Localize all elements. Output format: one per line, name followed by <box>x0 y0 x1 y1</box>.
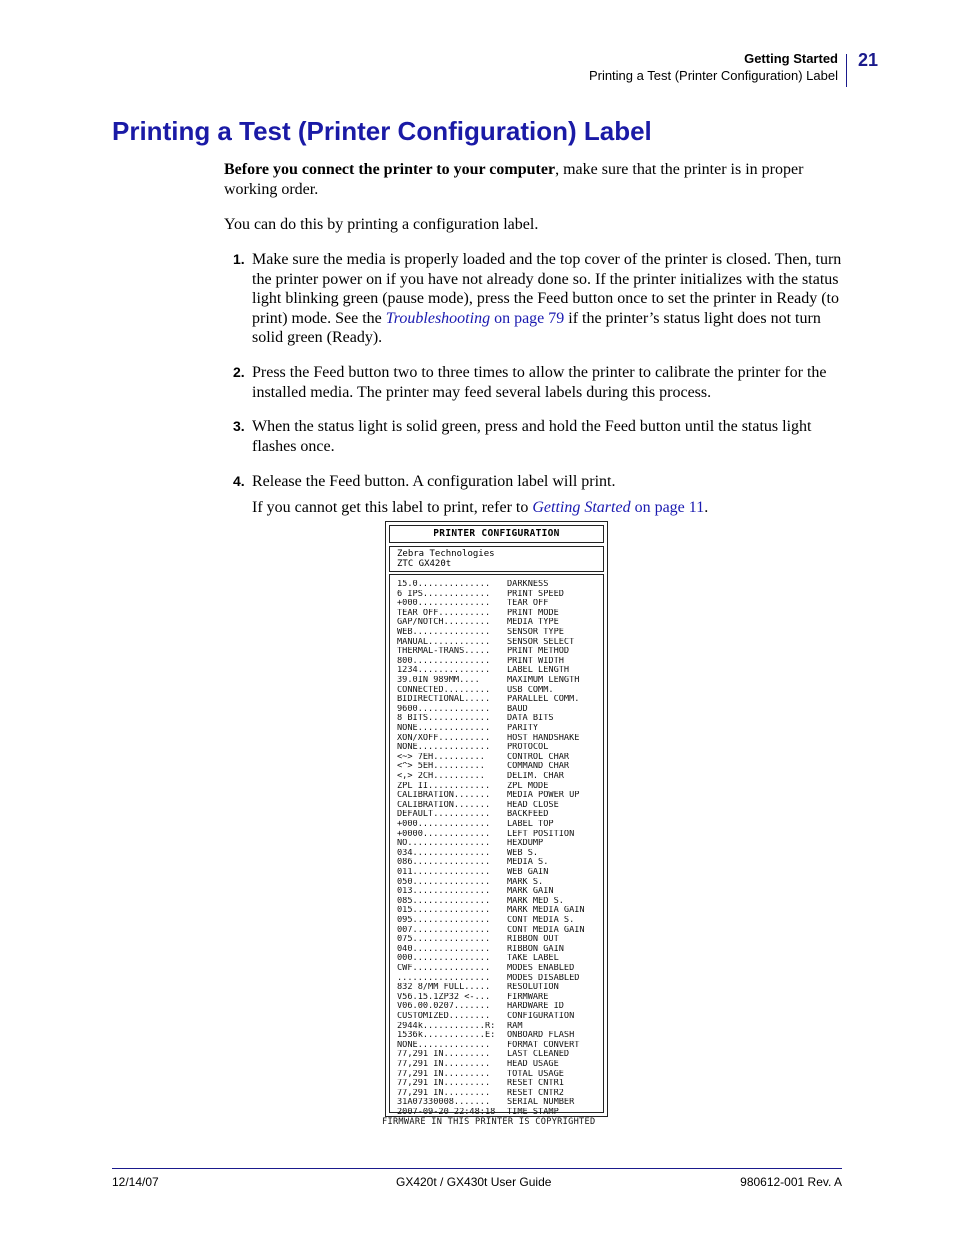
label-setting-row <box>397 628 602 638</box>
label-setting-value: CALIBRATION....... <box>397 791 491 801</box>
label-setting-row <box>397 1098 602 1108</box>
label-setting-name: MEDIA POWER UP <box>507 791 580 801</box>
label-setting-row <box>397 945 602 955</box>
label-setting-value: 77,291 IN......... <box>397 1088 491 1098</box>
label-setting-value: 77,291 IN......... <box>397 1050 491 1060</box>
label-setting-row <box>397 830 602 840</box>
footer-guide-title: GX420t / GX430t User Guide <box>396 1175 552 1189</box>
label-setting-name: CONT MEDIA S. <box>507 916 575 925</box>
label-setting-value: 77,291 IN......... <box>397 1060 491 1069</box>
label-setting-name: RIBBON OUT <box>507 935 559 945</box>
label-setting-name: CONFIGURATION <box>507 1012 575 1021</box>
label-setting-row <box>397 935 602 945</box>
label-setting-row <box>397 657 602 667</box>
label-setting-value: 011............... <box>397 868 491 877</box>
step-4-note-a: If you cannot get this label to print, refer to <box>252 499 533 516</box>
label-setting-value: CUSTOMIZED........ <box>397 1012 491 1021</box>
label-setting-name: HEAD CLOSE <box>507 800 559 810</box>
label-setting-value: 086............... <box>397 858 491 868</box>
label-setting-name: MODES DISABLED <box>507 973 580 983</box>
label-settings-box <box>389 574 604 1117</box>
label-setting-name: PARITY <box>507 724 539 733</box>
step-4-note <box>252 498 842 518</box>
label-setting-value: 075............... <box>397 935 491 945</box>
label-maker-line: Zebra Technologies <box>397 549 495 559</box>
label-setting-name: HEAD USAGE <box>507 1060 559 1069</box>
label-setting-value: +0000............. <box>397 829 491 839</box>
label-setting-value: V06.00.0207....... <box>397 1002 491 1012</box>
label-setting-name: BAUD <box>507 704 528 714</box>
label-setting-row <box>397 1079 602 1089</box>
label-setting-value: 77,291 IN......... <box>397 1069 491 1079</box>
label-setting-value: +000.............. <box>397 820 491 829</box>
label-setting-value: NONE.............. <box>397 1040 491 1050</box>
label-setting-name: RESET CNTR1 <box>507 1079 564 1089</box>
label-setting-value: 000............... <box>397 954 491 964</box>
label-setting-row <box>397 705 602 715</box>
label-setting-row <box>397 724 602 734</box>
label-setting-name: PARALLEL COMM. <box>507 695 580 705</box>
label-setting-value: 15.0.............. <box>397 580 491 589</box>
header-subsection: Printing a Test (Printer Configuration) Label <box>588 68 838 83</box>
label-setting-name: SERIAL NUMBER <box>507 1098 575 1108</box>
label-setting-value: 77,291 IN......... <box>397 1079 491 1089</box>
configuration-label-image <box>385 521 608 1117</box>
label-setting-row <box>397 1050 602 1060</box>
label-setting-name: MARK S. <box>507 877 544 887</box>
label-setting-name: TEAR OFF <box>507 599 549 609</box>
label-setting-name: CONT MEDIA GAIN <box>507 925 585 935</box>
label-setting-value: 007............... <box>397 925 491 935</box>
label-setting-row <box>397 916 602 926</box>
label-setting-row <box>397 599 602 609</box>
label-setting-row <box>397 964 602 974</box>
label-setting-row <box>397 954 602 964</box>
label-setting-row <box>397 887 602 897</box>
label-setting-value: WEB............... <box>397 628 491 637</box>
step-4-note-b: . <box>704 499 709 516</box>
label-setting-name: MEDIA S. <box>507 858 549 868</box>
label-setting-row <box>397 1012 602 1022</box>
label-setting-row <box>397 762 602 772</box>
label-setting-value: <~> 7EH.......... <box>397 752 485 762</box>
label-setting-row <box>397 1002 602 1012</box>
label-setting-row <box>397 839 602 849</box>
label-setting-row <box>397 1041 602 1051</box>
label-setting-row <box>397 1031 602 1041</box>
label-setting-name: MARK MED S. <box>507 896 564 906</box>
label-header: PRINTER CONFIGURATION <box>389 525 604 543</box>
label-setting-name: ZPL MODE <box>507 781 549 791</box>
label-setting-value: 015............... <box>397 906 491 916</box>
label-setting-row <box>397 743 602 753</box>
label-setting-name: USB COMM. <box>507 685 554 695</box>
label-setting-value: 040............... <box>397 944 491 954</box>
label-setting-name: HOST HANDSHAKE <box>507 733 580 743</box>
label-setting-row <box>397 801 602 811</box>
label-setting-name: WEB GAIN <box>507 868 549 877</box>
label-setting-value: NONE.............. <box>397 743 491 753</box>
label-setting-value: 2944k............R: <box>397 1021 496 1031</box>
label-setting-value: XON/XOFF.......... <box>397 733 491 743</box>
label-setting-value: .................. <box>397 973 491 983</box>
label-setting-value: 6 IPS............. <box>397 589 491 599</box>
label-setting-value: 39.0IN 989MM.... <box>397 676 480 685</box>
step-1-text <box>252 250 842 348</box>
step-3-text: When the status light is solid green, press and hold the Feed button until the status light flashes once. <box>252 418 812 455</box>
label-setting-name: PRINT WIDTH <box>507 656 564 666</box>
troubleshooting-link[interactable]: Troubleshooting <box>385 309 491 327</box>
label-setting-name: FORMAT CONVERT <box>507 1040 580 1050</box>
label-setting-value: 034............... <box>397 848 491 858</box>
label-setting-value: GAP/NOTCH......... <box>397 618 491 628</box>
label-setting-value: <^> 5EH.......... <box>397 762 485 772</box>
step-2-text: Press the Feed button two to three times to allow the printer to calibrate the printer for the installed media. The printer may feed several labels during this process. <box>252 364 827 401</box>
footer-revision: 980612-001 Rev. A <box>740 1175 842 1189</box>
intro-paragraph-2: You can do this by printing a configuration label. <box>224 216 539 233</box>
label-setting-value: THERMAL-TRANS..... <box>397 647 491 657</box>
label-setting-name: MAXIMUM LENGTH <box>507 676 580 685</box>
label-setting-name: TOTAL USAGE <box>507 1069 564 1079</box>
label-setting-row <box>397 820 602 830</box>
label-setting-name: MODES ENABLED <box>507 964 575 973</box>
label-setting-name: MARK MEDIA GAIN <box>507 906 585 916</box>
label-setting-name: DARKNESS <box>507 580 549 589</box>
step-number: 3. <box>233 418 245 434</box>
troubleshooting-page-link[interactable]: on page 79 <box>490 309 565 327</box>
running-header <box>589 50 838 84</box>
label-setting-row <box>397 609 602 619</box>
label-setting-value: 9600.............. <box>397 704 491 714</box>
label-setting-row <box>397 849 602 859</box>
label-setting-row <box>397 906 602 916</box>
label-maker-box <box>389 546 604 572</box>
step-number: 4. <box>233 473 245 489</box>
label-setting-name: SENSOR TYPE <box>507 628 564 637</box>
label-setting-name: MARK GAIN <box>507 887 554 897</box>
label-setting-value: CONNECTED......... <box>397 685 491 695</box>
label-setting-value: DEFAULT........... <box>397 810 491 820</box>
label-setting-row <box>397 714 602 724</box>
step-4-text: Release the Feed button. A configuration label will print. <box>252 473 616 490</box>
label-setting-row <box>397 666 602 676</box>
label-setting-row <box>397 580 602 590</box>
label-setting-name: WEB S. <box>507 848 539 858</box>
label-setting-value: NONE.............. <box>397 724 491 733</box>
label-setting-name: TIME STAMP <box>507 1108 559 1117</box>
label-model-line: ZTC GX420t <box>397 558 452 569</box>
intro-bold: Before you connect the printer to your computer <box>224 161 556 178</box>
step-number: 1. <box>233 251 245 267</box>
label-setting-name: ONBOARD FLASH <box>507 1031 575 1041</box>
label-setting-name: HARDWARE ID <box>507 1002 564 1012</box>
label-setting-name: LABEL LENGTH <box>507 666 570 676</box>
footer-divider <box>112 1168 842 1169</box>
getting-started-page-link[interactable]: on page 11 <box>630 499 705 516</box>
label-setting-row <box>397 782 602 792</box>
label-setting-row <box>397 734 602 744</box>
getting-started-link[interactable]: Getting Started <box>532 499 631 516</box>
label-setting-value: 2007-09-20 22:48:18 <box>397 1108 496 1117</box>
label-setting-row <box>397 695 602 705</box>
step-1-text-a: Make sure the media is properly loaded and the top cover of the printer is closed. Then, turn the printer power on if you have not already done so. If the printer initializes with the status light blinking green (pause mode), press the Feed button once to set the printer in Ready (to print) mode. See the <box>252 251 842 327</box>
label-setting-row <box>397 647 602 657</box>
label-setting-name: PRINT METHOD <box>507 647 570 657</box>
label-setting-value: +000.............. <box>397 599 491 609</box>
label-setting-value: <,> 2CH.......... <box>397 772 485 781</box>
page-title: Printing a Test (Printer Configuration) Label <box>112 116 652 146</box>
label-setting-row <box>397 1089 602 1099</box>
label-setting-value: 1234.............. <box>397 666 491 676</box>
label-setting-row <box>397 791 602 801</box>
label-setting-row <box>397 1022 602 1032</box>
label-setting-name: LAST CLEANED <box>507 1050 570 1060</box>
label-setting-row <box>397 686 602 696</box>
label-setting-row <box>397 983 602 993</box>
label-setting-name: PROTOCOL <box>507 743 549 753</box>
label-setting-row <box>397 868 602 878</box>
label-setting-name: RESET CNTR2 <box>507 1088 564 1098</box>
label-setting-row <box>397 897 602 907</box>
page-number: 21 <box>858 50 879 70</box>
label-setting-name: COMMAND CHAR <box>507 762 570 772</box>
label-setting-value: CWF............... <box>397 964 491 973</box>
label-setting-row <box>397 810 602 820</box>
label-setting-row <box>397 1070 602 1080</box>
label-setting-name: DATA BITS <box>507 714 554 724</box>
label-setting-value: BIDIRECTIONAL..... <box>397 695 491 705</box>
label-setting-value: MANUAL............ <box>397 637 491 647</box>
intro-rest: , make sure that the printer is in proper working order. <box>224 161 804 198</box>
label-setting-name: CONTROL CHAR <box>507 752 570 762</box>
label-footer: FIRMWARE IN THIS PRINTER IS COPYRIGHTED <box>382 1117 596 1127</box>
label-setting-name: MEDIA TYPE <box>507 618 559 628</box>
header-section: Getting Started <box>744 51 838 66</box>
label-setting-row <box>397 858 602 868</box>
footer-date: 12/14/07 <box>112 1175 159 1189</box>
label-setting-name: TAKE LABEL <box>507 954 559 964</box>
label-setting-value: 1536k............E: <box>397 1031 496 1041</box>
label-setting-value: NO................ <box>397 839 491 849</box>
label-setting-row <box>397 1060 602 1070</box>
label-setting-value: 050............... <box>397 877 491 887</box>
header-divider <box>846 54 847 87</box>
label-setting-name: SENSOR SELECT <box>507 637 575 647</box>
label-setting-value: V56.15.1ZP32 <-... <box>397 992 491 1002</box>
label-setting-name: PRINT SPEED <box>507 589 564 599</box>
label-setting-name: PRINT MODE <box>507 608 559 618</box>
label-setting-row <box>397 676 602 686</box>
label-setting-name: LABEL TOP <box>507 820 554 829</box>
label-setting-name: DELIM. CHAR <box>507 772 564 781</box>
label-setting-value: 832 8/MM FULL..... <box>397 983 491 993</box>
label-setting-value: 085............... <box>397 896 491 906</box>
label-setting-name: HEXDUMP <box>507 839 544 849</box>
label-setting-row <box>397 974 602 984</box>
label-setting-name: LEFT POSITION <box>507 829 575 839</box>
label-setting-name: RAM <box>507 1021 523 1031</box>
label-setting-name: RIBBON GAIN <box>507 944 564 954</box>
label-setting-row <box>397 753 602 763</box>
label-setting-name: RESOLUTION <box>507 983 559 993</box>
label-setting-value: 31A07330008....... <box>397 1098 491 1108</box>
label-setting-value: CALIBRATION....... <box>397 800 491 810</box>
step-1-text-b: if the printer’s status light does not turn solid green (Ready). <box>252 309 821 346</box>
label-setting-value: 095............... <box>397 916 491 925</box>
label-setting-row <box>397 878 602 888</box>
label-setting-name: FIRMWARE <box>507 992 549 1002</box>
label-setting-row <box>397 772 602 782</box>
label-setting-row <box>397 638 602 648</box>
label-setting-row <box>397 926 602 936</box>
label-setting-row <box>397 590 602 600</box>
label-setting-value: 8 BITS............ <box>397 714 491 724</box>
label-setting-value: TEAR OFF.......... <box>397 608 491 618</box>
label-setting-row <box>397 993 602 1003</box>
label-setting-value: 013............... <box>397 887 491 897</box>
label-setting-value: ZPL II............ <box>397 781 491 791</box>
label-setting-row <box>397 618 602 628</box>
intro-paragraph <box>224 160 840 199</box>
label-setting-name: BACKFEED <box>507 810 549 820</box>
label-setting-value: 800............... <box>397 656 491 666</box>
step-number: 2. <box>233 364 245 380</box>
